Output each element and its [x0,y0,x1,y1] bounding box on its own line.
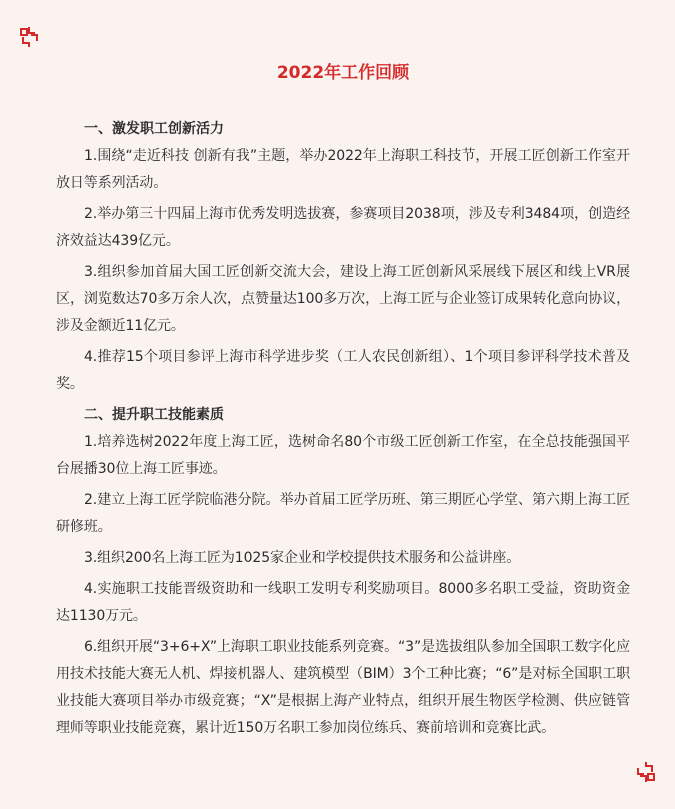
page-title: 2022年工作回顾 [276,63,410,83]
paragraph: 2.建立上海工匠学院临港分院。举办首届工匠学历班、第三期匠心学堂、第六期上海工匠研修班。 [56,492,630,535]
paragraph: 4.推荐15个项目参评上海市科学进步奖（工人农民创新组）、1个项目参评科学技术普及奖。 [56,349,630,392]
paragraph: 1.培养选树2022年度上海工匠，选树命名80个市级工匠创新工作室，在全总技能强国平台展播30位上海工匠事迹。 [56,434,630,477]
section-innovation [56,116,630,398]
section-heading: 一、激发职工创新活力 [84,121,224,137]
paragraph: 1.围绕“走近科技 创新有我”主题，举办2022年上海职工科技节，开展工匠创新工作室开放日等系列活动。 [56,148,630,191]
section-skills [56,402,630,742]
paragraph: 3.组织200名上海工匠为1025家企业和学校提供技术服务和公益讲座。 [84,550,521,566]
paragraph: 4.实施职工技能晋级资助和一线职工发明专利奖励项目。8000多名职工受益，资助资金达1130万元。 [56,581,630,624]
paragraph: 2.举办第三十四届上海市优秀发明选拔赛，参赛项目2038项，涉及专利3484项，创造经济效益达439亿元。 [56,206,630,249]
corner-ornament-icon [633,761,655,783]
paragraph: 3.组织参加首届大国工匠创新交流大会，建设上海工匠创新风采展线下展区和线上VR展区，浏览数达70多万余人次，点赞量达100多万次，上海工匠与企业签订成果转化意向协议，涉及金额近11亿元。 [56,264,630,334]
section-heading: 二、提升职工技能素质 [84,407,224,423]
paragraph: 6.组织开展“3+6+X”上海职工职业技能系列竞赛。“3”是选拔组队参加全国职工数字化应用技术技能大赛无人机、焊接机器人、建筑模型（BIM）3个工种比赛；“6”是对标全国职工职业技能大赛项目举办市级竞赛；“X”是根据上海产业特点，组织开展生物医学检测、供应链管理师等职业技能竞赛，累计近150万名职工参加岗位练兵、赛前培训和竞赛比武。 [56,639,630,736]
document [56,58,630,746]
corner-ornament-icon [20,26,42,48]
